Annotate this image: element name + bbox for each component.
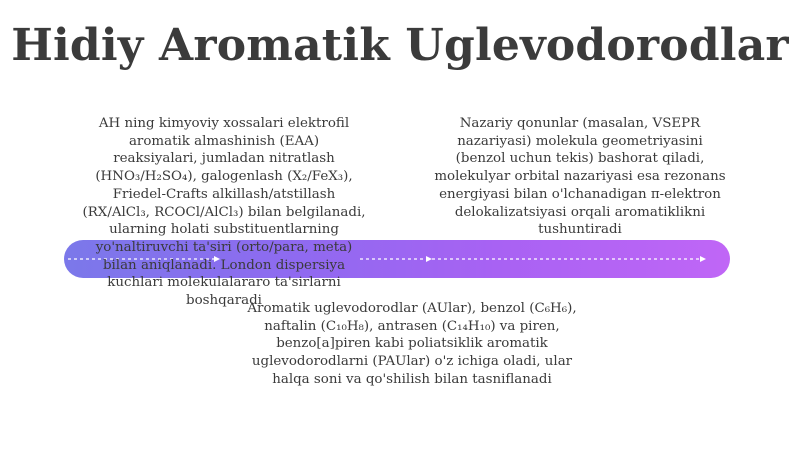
text-block-chemical-properties: AH ning kimyoviy xossalari elektrofil aromatik almashinish (EAA) reaksiyalari, jumladan nitratlash (HNO₃/H₂SO₄), galogenlash (X₂/FeX₃), Friedel-Crafts alkillash/atstillash (RX/AlCl₃, RCOCl/AlCl₃) bilan belgilanadi, ularning holati substituentlarning yo'naltiruvchi ta'siri (orto/para, meta) bilan aniqlanadi. London dispersiya kuchlari molekulalararo ta'sirlarni boshqaradi [82, 116, 366, 309]
arrow-head-icon [426, 256, 432, 262]
arrow-head-icon [700, 256, 706, 262]
text-block-classification: Aromatik uglevodorodlar (AUlar), benzol (C₆H₆), naftalin (C₁₀H₈), antrasen (C₁₄H₁₀) va piren, benzo[a]piren kabi poliatsiklik aromatik uglevodorodlarni (PAUlar) o'z ichiga oladi, ular halqa soni va qo'shilish bilan tasniflanadi [247, 301, 577, 387]
slide-title: Hidiy Aromatik Uglevodorodlar [11, 20, 789, 71]
text-block-theoretical-laws: Nazariy qonunlar (masalan, VSEPR nazariyasi) molekula geometriyasini (benzol uchun tekis) bashorat qiladi, molekulyar orbital nazariyasi esa rezonans energiyasi bilan o'lchanadigan π-elektron delokalizatsiyasi orqali aromatiklikni tushuntiradi [434, 116, 726, 238]
